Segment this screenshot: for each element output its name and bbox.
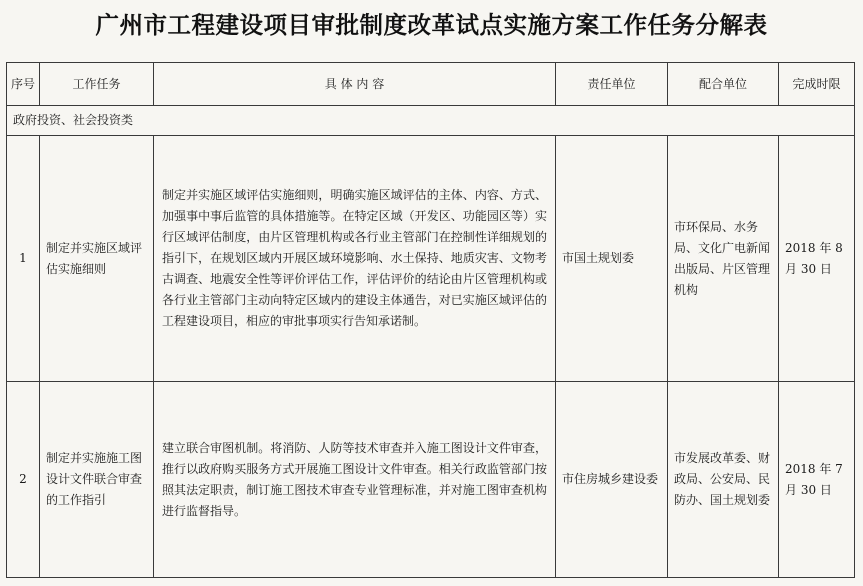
row-content: 制定并实施区域评估实施细则，明确实施区域评估的主体、内容、方式、加强事中事后监管的具体措施等。在特定区域（开发区、功能园区等）实行区域评估制度，由片区管理机构或各行业主管部门在控制性详细规划的指引下，在规划区域内开展区域环境影响、水土保持、地质灾害、文物考古调查、地震安全性等评价评估工作，评估评价的结论由片区管理机构或各行业主管部门主动向特定区域内的建设主体通告，对已实施区域评估的工程建设项目，相应的审批事项实行告知承诺制。	[154, 136, 556, 382]
row-deadline: 2018 年 8 月 30 日	[779, 136, 855, 382]
document-title: 广州市工程建设项目审批制度改革试点实施方案工作任务分解表	[95, 11, 768, 39]
category-row	[7, 106, 855, 136]
row-seq: 2	[7, 382, 40, 578]
header-task: 工作任务	[40, 63, 154, 106]
header-row	[7, 63, 855, 106]
header-deadline: 完成时限	[779, 63, 855, 106]
row-deadline: 2018 年 7 月 30 日	[779, 382, 855, 578]
row-cooperating: 市环保局、水务局、文化广电新闻出版局、片区管理机构	[668, 136, 779, 382]
row-responsible: 市国土规划委	[556, 136, 668, 382]
table-row	[7, 136, 855, 382]
row-responsible: 市住房城乡建设委	[556, 382, 668, 578]
category-label: 政府投资、社会投资类	[7, 106, 855, 136]
task-table	[6, 62, 855, 578]
header-cooperating: 配合单位	[668, 63, 779, 106]
row-task: 制定并实施施工图设计文件联合审查的工作指引	[40, 382, 154, 578]
row-cooperating: 市发展改革委、财政局、公安局、民防办、国土规划委	[668, 382, 779, 578]
header-seq: 序号	[7, 63, 40, 106]
table-row	[7, 382, 855, 578]
row-content: 建立联合审图机制。将消防、人防等技术审查并入施工图设计文件审查，推行以政府购买服务方式开展施工图设计文件审查。相关行政监管部门按照其法定职责，制订施工图技术审查专业管理标准，并对施工图审查机构进行监督指导。	[154, 382, 556, 578]
header-content: 具 体 内 容	[154, 63, 556, 106]
row-seq: 1	[7, 136, 40, 382]
header-responsible: 责任单位	[556, 63, 668, 106]
row-task: 制定并实施区域评估实施细则	[40, 136, 154, 382]
